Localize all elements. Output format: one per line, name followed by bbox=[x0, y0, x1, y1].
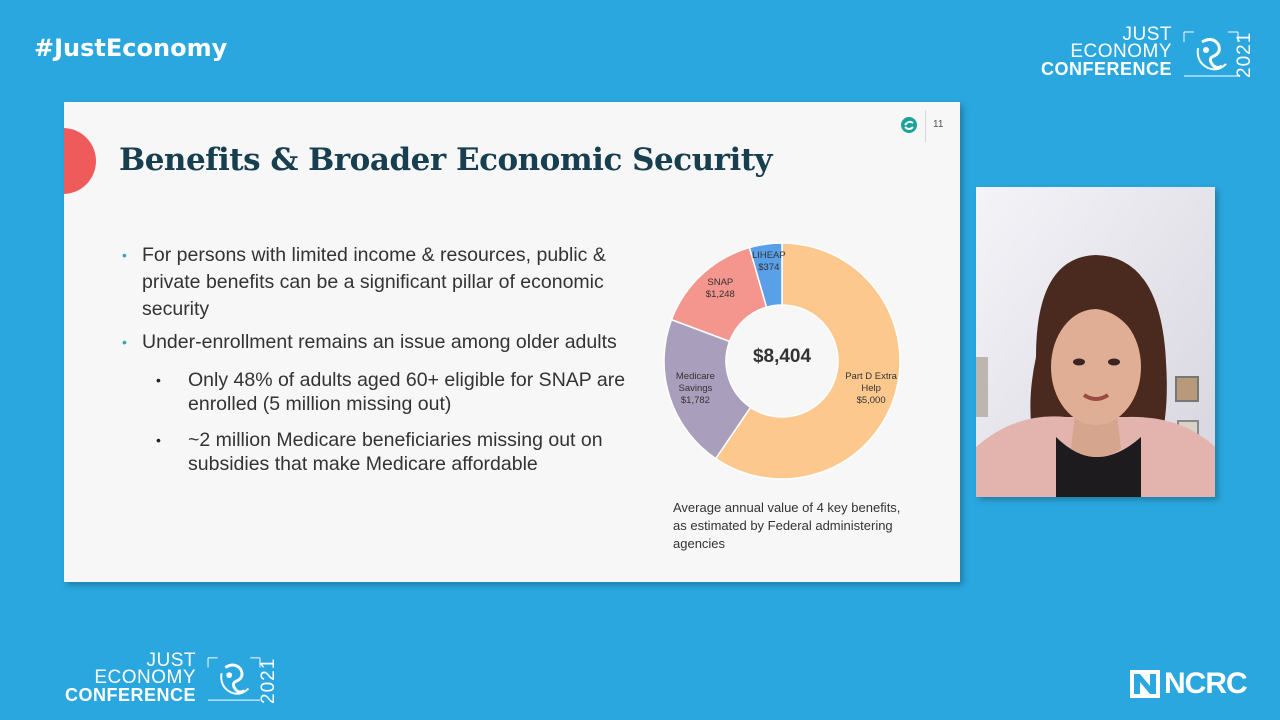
donut-slice-label: Medicare bbox=[675, 371, 715, 383]
conference-word-economy: ECONOMY bbox=[94, 667, 196, 688]
bullet-text: For persons with limited income & resources, public & private benefits can be a significant pillar of economic security bbox=[142, 244, 606, 320]
bullet-icon: • bbox=[122, 334, 127, 350]
donut-value-label: $5,000 bbox=[856, 394, 886, 406]
conference-wordmark bbox=[1041, 26, 1172, 78]
conference-word-just: JUST bbox=[1122, 24, 1172, 45]
sub-bullet-text: ~2 million Medicare beneficiaries missing out on subsidies that make Medicare affordable bbox=[188, 429, 603, 475]
ncrc-wordmark: NCRC bbox=[1164, 667, 1247, 700]
conference-emblem-icon bbox=[1182, 28, 1240, 80]
sub-bullet-item bbox=[119, 428, 639, 476]
bullet-item bbox=[119, 329, 639, 356]
sub-bullet-text: Only 48% of adults aged 60+ eligible for SNAP are enrolled (5 million missing out) bbox=[188, 369, 626, 415]
conference-word-economy: ECONOMY bbox=[1070, 41, 1172, 62]
bullet-list bbox=[119, 242, 639, 476]
decorative-circle bbox=[64, 128, 96, 194]
conference-year: 2021 bbox=[258, 657, 279, 704]
conference-logo bbox=[1008, 26, 1258, 82]
conference-year: 2021 bbox=[1234, 31, 1255, 78]
slide-page-number: 11 bbox=[933, 119, 944, 130]
ncrc-logo bbox=[1130, 668, 1247, 700]
donut-slice-label: LIHEAP bbox=[751, 250, 786, 262]
bullet-icon: • bbox=[156, 432, 161, 448]
conference-word-just: JUST bbox=[146, 650, 196, 671]
chart-caption: Average annual value of 4 key benefits, as estimated by Federal administering agencies bbox=[673, 500, 901, 551]
donut-value-label: $1,248 bbox=[705, 288, 735, 300]
donut-value-label: $374 bbox=[758, 262, 780, 274]
conference-word-conference: CONFERENCE bbox=[64, 685, 196, 705]
conference-word-conference: CONFERENCE bbox=[1040, 59, 1172, 79]
sub-bullet-item bbox=[119, 368, 639, 416]
conference-wordmark bbox=[65, 652, 196, 704]
donut-slice-label: SNAP bbox=[707, 276, 734, 288]
bullet-icon: • bbox=[156, 372, 161, 388]
bullet-item bbox=[119, 242, 639, 323]
conference-emblem-icon bbox=[206, 654, 262, 704]
hashtag-text: #JustEconomy bbox=[34, 34, 228, 62]
donut-slice-label: Part D Extra bbox=[845, 370, 897, 382]
divider bbox=[925, 110, 926, 142]
donut-slice-label: Savings bbox=[678, 383, 713, 395]
bullet-text: Under-enrollment remains an issue among older adults bbox=[142, 331, 617, 353]
ncrc-mark-icon bbox=[1130, 670, 1160, 698]
benefits-donut-chart bbox=[660, 239, 904, 483]
donut-value-label: $1,782 bbox=[680, 395, 710, 407]
presentation-slide bbox=[64, 102, 960, 582]
speaker-video bbox=[976, 187, 1215, 497]
donut-center-total: $8,404 bbox=[752, 346, 812, 368]
speaker-video-image bbox=[976, 187, 1215, 497]
slide-title: Benefits & Broader Economic Security bbox=[119, 142, 773, 178]
organization-logo-icon bbox=[900, 116, 918, 134]
bullet-icon: • bbox=[122, 247, 127, 263]
donut-slice-label: Help bbox=[861, 382, 881, 394]
conference-logo bbox=[30, 652, 280, 708]
